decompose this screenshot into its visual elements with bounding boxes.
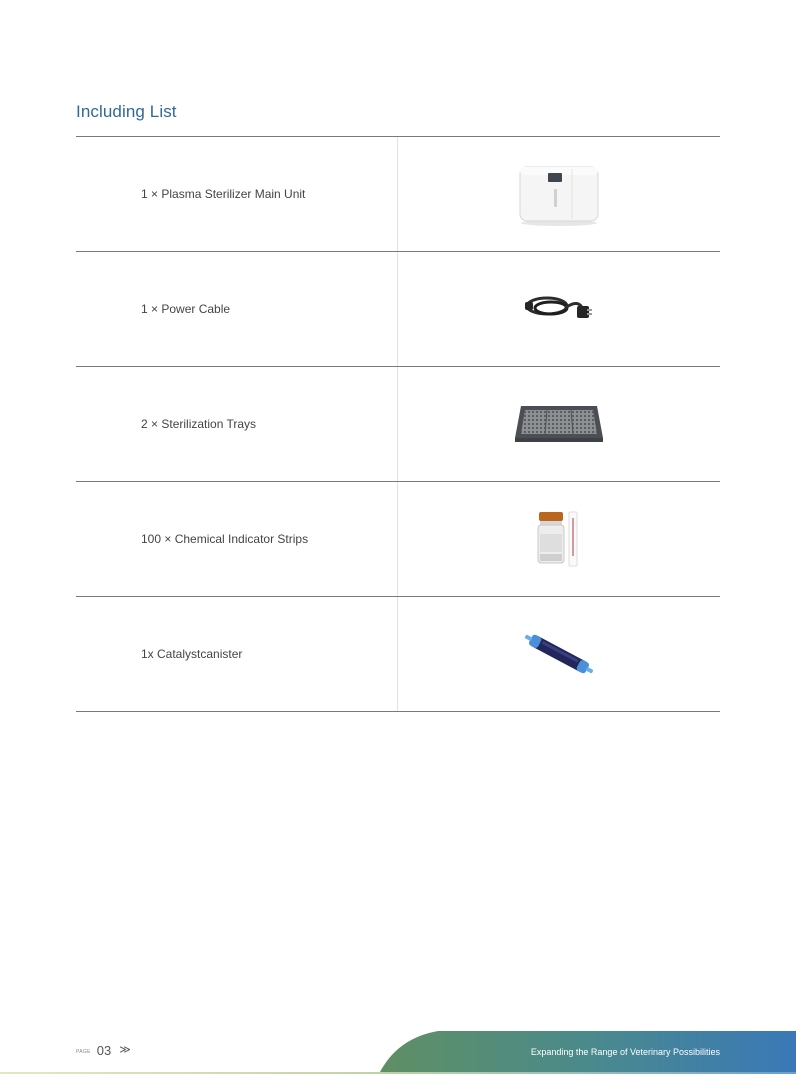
list-item [76,252,720,367]
page-indicator [76,1044,131,1057]
indicator-strips-image [398,482,720,596]
list-item [76,137,720,252]
list-item [76,367,720,482]
power-cable-image [398,252,720,366]
list-item [76,597,720,712]
sterilizer-unit-image [398,137,720,251]
item-label: 1 × Power Cable [76,252,398,366]
item-label: 1 × Plasma Sterilizer Main Unit [76,137,398,251]
double-chevron-right-icon: ≫ [119,1044,131,1056]
item-label: 1x Catalystcanister [76,597,398,711]
catalyst-canister-image [398,597,720,711]
page-title: Including List [76,102,177,121]
footer-tagline: Expanding the Range of Veterinary Possibilities [530,1047,720,1057]
item-label: 100 × Chemical Indicator Strips [76,482,398,596]
page-number: 03 [96,1043,112,1058]
item-label: 2 × Sterilization Trays [76,367,398,481]
including-list-table [76,136,720,712]
bottom-divider [0,1072,796,1074]
sterilization-tray-image [398,367,720,481]
list-item [76,482,720,597]
page-word: PAGE [76,1049,91,1055]
